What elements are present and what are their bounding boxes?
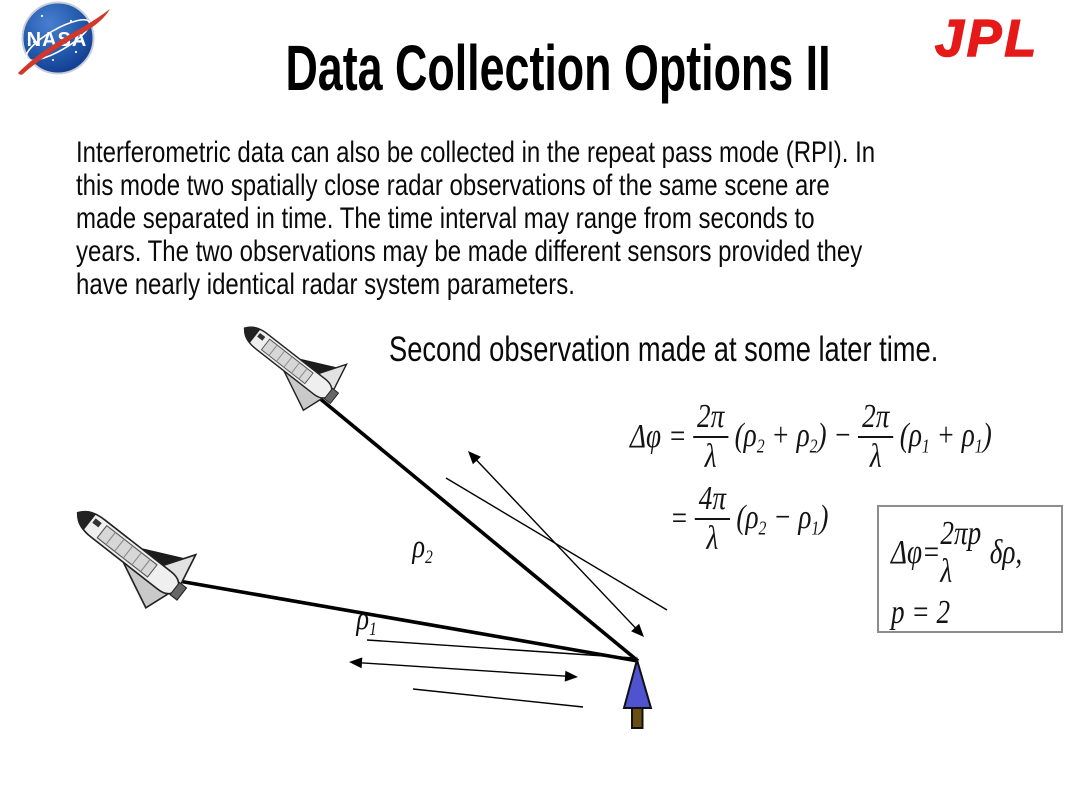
tree-trunk (632, 706, 643, 728)
eq1-term-1: (ρ2 + ρ2) − (734, 416, 852, 457)
body-line: this mode two spatially close radar observations of the same scene are (76, 169, 830, 202)
eq1-fraction-1: $\frac{2\pi}{\lambda}$ (693, 400, 728, 474)
shuttle-1-icon (57, 482, 206, 620)
shuttle-2-icon (227, 301, 355, 421)
equation-2 (670, 482, 828, 556)
eq2-term: (ρ2 − ρ1) (736, 498, 829, 539)
boxed-equation (877, 505, 1063, 633)
rho1-echo-line-lower (413, 689, 583, 707)
body-line: years. The two observations may be made different sensors provided they (76, 235, 863, 268)
caption-second-observation: Second observation made at some later time. (389, 330, 939, 369)
rho1-label: ρ1 (356, 601, 377, 641)
eq2-fraction: $\frac{4\pi}{\lambda}$ (695, 482, 730, 556)
jpl-wordmark: JPL (934, 10, 1040, 68)
rho2-label: ρ2 (412, 529, 433, 569)
eq2-equals: = (670, 500, 689, 538)
eq1-lhs: Δφ (630, 418, 662, 456)
rho1-echo-line-upper (367, 640, 634, 658)
boxed-equation-line-2: p = 2 (891, 594, 951, 631)
equation-1 (630, 400, 992, 474)
boxed-equation-line-1: Δφ = 2πp λ δρ, (891, 515, 1023, 590)
boxed-fraction: 2πp λ (940, 515, 982, 590)
body-line: Interferometric data can also be collected in the repeat pass mode (RPI). In (76, 136, 876, 169)
eq1-equals: = (668, 418, 687, 456)
rho1-double-arrow (349, 657, 578, 681)
body-line: made separated in time. The time interval may range from seconds to (76, 202, 815, 235)
eq1-fraction-2: $\frac{2\pi}{\lambda}$ (858, 400, 893, 474)
target-tree-icon (624, 660, 651, 728)
tree-canopy (624, 660, 651, 708)
nasa-wordmark: NASA (26, 29, 88, 51)
eq1-term-2: (ρ1 + ρ1) (899, 416, 992, 457)
slide-title: Data Collection Options II (285, 32, 831, 104)
body-line: have nearly identical radar system parameters. (76, 268, 575, 301)
